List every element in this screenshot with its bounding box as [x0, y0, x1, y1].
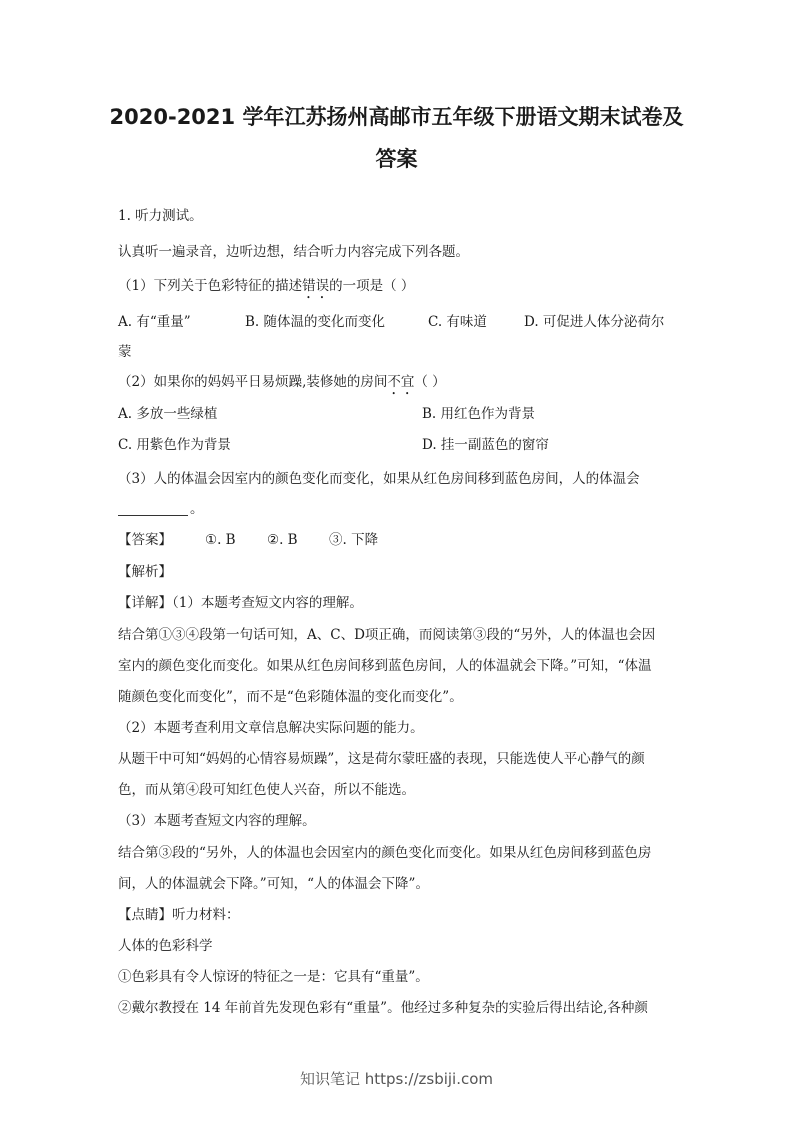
sub-question-3-end: 。	[190, 501, 204, 517]
sub-question-1	[118, 276, 414, 302]
option-2b: B. 用红色作为背景	[422, 406, 536, 422]
paragraph-3-line-2: 间，人的体温就会下降。”可知，“人的体温会下降”。	[118, 876, 429, 892]
detail-1-text: （1）本题考查短文内容的理解。	[172, 595, 363, 611]
paragraph-2-line-2: 色，而从第④段可知红色使人兴奋，所以不能选。	[118, 782, 415, 798]
sub-question-1-prefix: （1）下列关于色彩特征的描述	[118, 278, 303, 294]
tip-text: 听力材料：	[172, 907, 240, 923]
sub-question-1-emphasis: 错误	[302, 278, 330, 294]
material-title: 人体的色彩科学	[118, 938, 213, 954]
option-2a: A. 多放一些绿植	[118, 406, 218, 422]
option-1d: D. 可促进人体分泌荷尔	[524, 314, 665, 330]
answer-label: 【答案】	[118, 532, 172, 548]
paragraph-1-line-2: 室内的颜色变化而变化。如果从红色房间移到蓝色房间，人的体温就会下降。”可知，“体温	[118, 658, 652, 674]
option-1b: B. 随体温的变化而变化	[245, 314, 386, 330]
paragraph-2-line-1: 从题干中可知“妈妈的心情容易烦躁”，这是荷尔蒙旺盛的表现，只能选使人平心静气的颜	[118, 751, 645, 767]
paragraph-1-line-3: 随颜色变化而变化”，而不是“色彩随体温的变化而变化”。	[118, 689, 463, 705]
sub-question-2-suffix: （ ）	[414, 374, 446, 390]
analysis-label: 【解析】	[118, 564, 172, 580]
answer-2: ②. B	[267, 532, 298, 548]
answer-line	[118, 530, 378, 550]
tip-label: 【点睛】	[118, 907, 172, 923]
question-1-title: 1. 听力测试。	[118, 208, 203, 224]
tip-line	[118, 905, 240, 925]
option-1c: C. 有味道	[428, 314, 487, 330]
material-paragraph-2: ②戴尔教授在 14 年前首先发现色彩有“重量”。他经过多种复杂的实验后得出结论,各种颜	[118, 1000, 648, 1016]
sub-question-2	[118, 372, 446, 398]
sub-question-2-prefix: （2）如果你的妈妈平日易烦躁,装修她的房间	[118, 374, 388, 390]
footer-watermark: 知识笔记 https://zsbiji.com	[299, 1070, 494, 1088]
material-paragraph-1: ①色彩具有令人惊讶的特征之一是：它具有“重量”。	[118, 969, 429, 985]
detail-2: （2）本题考查利用文章信息解决实际问题的能力。	[118, 720, 424, 736]
option-2c: C. 用紫色作为背景	[118, 437, 231, 453]
detail-label: 【详解】	[118, 595, 172, 611]
answer-1: ①. B	[205, 532, 236, 548]
answer-blank-line	[118, 515, 188, 516]
paragraph-1-line-1: 结合第①③④段第一句话可知，A、C、D项正确，而阅读第③段的“另外，人的体温也会因	[118, 627, 656, 643]
sub-question-1-suffix: 的一项是（ ）	[329, 278, 415, 294]
sub-question-2-emphasis: 不宜	[387, 374, 415, 390]
detail-1	[118, 593, 363, 613]
detail-3: （3）本题考查短文内容的理解。	[118, 813, 316, 829]
option-1a: A. 有“重量”	[118, 314, 191, 330]
document-title	[100, 96, 693, 180]
sub-question-3: （3）人的体温会因室内的颜色变化而变化，如果从红色房间移到蓝色房间，人的体温会	[118, 471, 640, 487]
option-1d-continued: 蒙	[118, 344, 132, 360]
answer-3: ③. 下降	[329, 532, 379, 548]
option-2d: D. 挂一副蓝色的窗帘	[422, 437, 549, 453]
title-line-1: 2020-2021 学年江苏扬州高邮市五年级下册语文期末试卷及	[109, 105, 684, 129]
title-line-2: 答案	[375, 147, 418, 171]
question-1-instruction: 认真听一遍录音，边听边想，结合听力内容完成下列各题。	[118, 244, 469, 260]
sub-question-1-options	[118, 312, 664, 332]
paragraph-3-line-1: 结合第③段的“另外，人的体温也会因室内的颜色变化而变化。如果从红色房间移到蓝色房	[118, 845, 652, 861]
